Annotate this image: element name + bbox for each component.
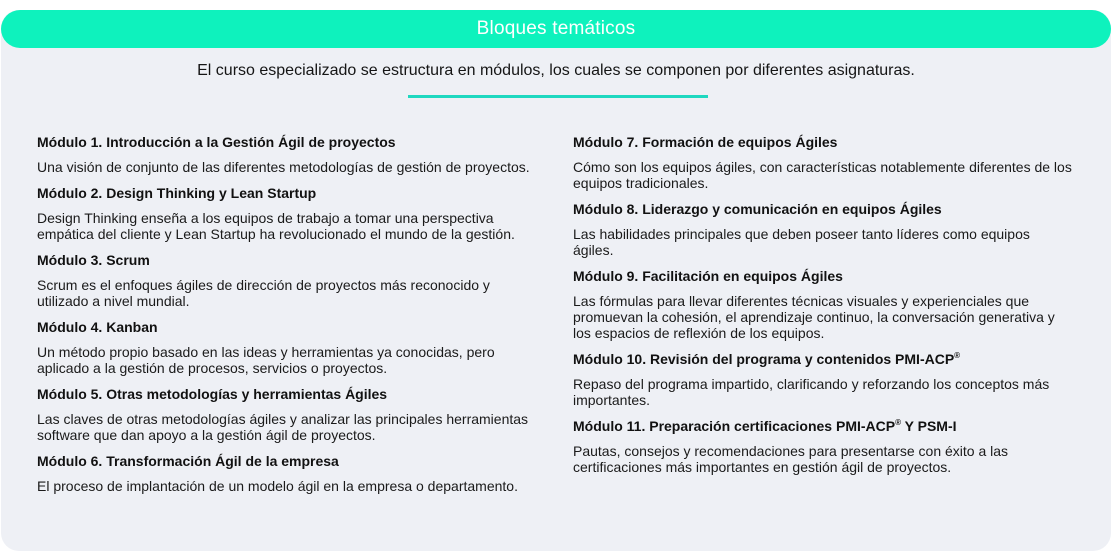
module-title bbox=[573, 418, 1073, 435]
module-title-suffix: Y PSM-I bbox=[901, 418, 957, 434]
module-title: Módulo 7. Formación de equipos Ágiles bbox=[573, 134, 838, 150]
left-column bbox=[37, 134, 537, 504]
module-description: Un método propio basado en las ideas y herramientas ya conocidas, pero aplicado a la gestión de procesos, servicios o proyectos. bbox=[37, 344, 495, 376]
module-10 bbox=[573, 351, 1073, 408]
module-3 bbox=[37, 252, 537, 309]
module-description: Design Thinking enseña a los equipos de trabajo a tomar una perspectiva empática del cliente y Lean Startup ha revolucionado el mundo de la gestión. bbox=[37, 210, 515, 242]
header-bar bbox=[1, 10, 1111, 48]
module-4 bbox=[37, 319, 537, 376]
module-title: Módulo 5. Otras metodologías y herramientas Ágiles bbox=[37, 386, 388, 402]
module-title: Módulo 9. Facilitación en equipos Ágiles bbox=[573, 268, 843, 284]
module-6 bbox=[37, 453, 537, 494]
intro-text: El curso especializado se estructura en módulos, los cuales se componen por diferentes asignaturas. bbox=[197, 62, 915, 79]
module-11 bbox=[573, 418, 1073, 475]
registered-mark: ® bbox=[895, 418, 901, 427]
module-description: Scrum es el enfoques ágiles de dirección de proyectos más reconocido y utilizado a nivel mundial. bbox=[37, 277, 490, 309]
module-7 bbox=[573, 134, 1073, 191]
module-title: Módulo 4. Kanban bbox=[37, 319, 158, 335]
module-description: Pautas, consejos y recomendaciones para presentarse con éxito a las certificaciones más importantes en gestión ágil de proyectos. bbox=[573, 443, 1009, 475]
module-description: Las fórmulas para llevar diferentes técnicas visuales y experienciales que promuevan la cohesión, el aprendizaje continuo, la conversación generativa y los espacios de reflexión de los equipos. bbox=[573, 293, 1055, 341]
module-description: El proceso de implantación de un modelo ágil en la empresa o departamento. bbox=[37, 478, 518, 494]
module-description: Las habilidades principales que deben poseer tanto líderes como equipos ágiles. bbox=[573, 226, 1030, 258]
module-1 bbox=[37, 134, 537, 175]
divider bbox=[408, 95, 708, 98]
module-title-text: Módulo 10. Revisión del programa y contenidos PMI-ACP bbox=[573, 351, 955, 367]
content-card bbox=[1, 10, 1111, 551]
module-description: Cómo son los equipos ágiles, con características notablemente diferentes de los equipos tradicionales. bbox=[573, 159, 1072, 191]
right-column bbox=[573, 134, 1073, 485]
module-description: Las claves de otras metodologías ágiles y analizar las principales herramientas software que dan apoyo a la gestión ágil de proyectos. bbox=[37, 411, 529, 443]
module-title: Módulo 8. Liderazgo y comunicación en equipos Ágiles bbox=[573, 201, 942, 217]
module-8 bbox=[573, 201, 1073, 258]
module-9 bbox=[573, 268, 1073, 341]
module-5 bbox=[37, 386, 537, 443]
module-description: Una visión de conjunto de las diferentes metodologías de gestión de proyectos. bbox=[37, 159, 530, 175]
module-2 bbox=[37, 185, 537, 242]
page-title: Bloques temáticos bbox=[476, 18, 636, 39]
module-title: Módulo 2. Design Thinking y Lean Startup bbox=[37, 185, 317, 201]
module-title: Módulo 1. Introducción a la Gestión Ágil de proyectos bbox=[37, 134, 396, 150]
module-description: Repaso del programa impartido, clarificando y reforzando los conceptos más importantes. bbox=[573, 376, 1050, 408]
registered-mark: ® bbox=[954, 351, 961, 360]
module-title: Módulo 6. Transformación Ágil de la empresa bbox=[37, 453, 339, 469]
module-title-text: Módulo 11. Preparación certificaciones PMI-ACP bbox=[573, 418, 896, 434]
module-title bbox=[573, 351, 1073, 368]
module-title: Módulo 3. Scrum bbox=[37, 252, 150, 268]
